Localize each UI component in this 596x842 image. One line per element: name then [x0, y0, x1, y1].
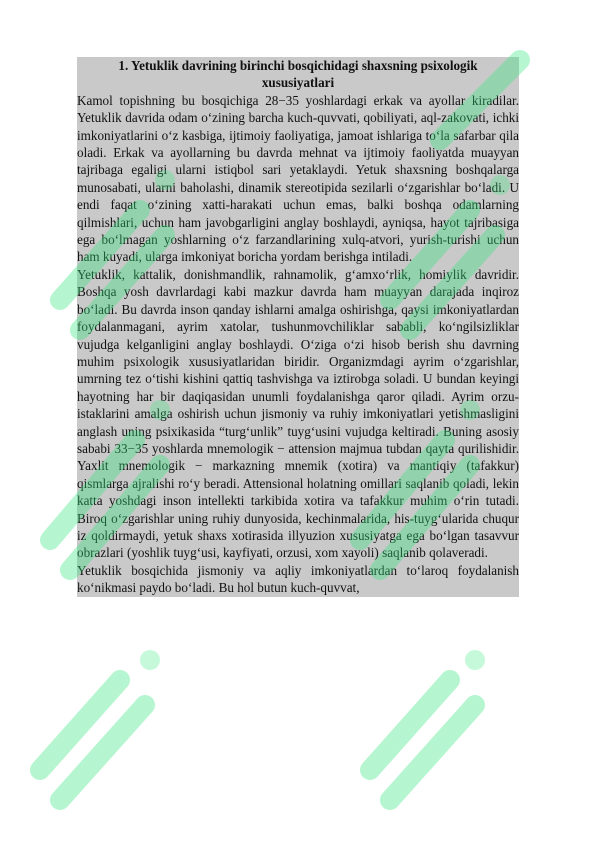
text-block	[77, 57, 519, 597]
section-title: 1. Yetuklik davrining birinchi bosqichidagi shaxsning psixologik xususiyatlari	[118, 58, 478, 91]
paragraph: Yetuklik, kattalik, donishmandlik, rahnamolik, g‘amxo‘rlik, homiylik davridir. Boshqa yosh davrlardagi kabi mazkur davrda ham muayyan darajada inqiroz bo‘ladi. Bu davrda inson qanday ishlarni amalga oshirishga, qaysi imkoniyatlardan foydalanmagani, ayrim xatolar, tushunmovchiliklar sababli, ko‘ngilsizliklar vujudga kelganligini anglay boshlaydi. O‘ziga o‘zi hisob berish shu davrning muhim psixologik xususiyatlaridan biridir. Organizmdagi ayrim o‘zgarishlar, umrning tez o‘tishi kishini qattiq tashvishga va iztirobga soladi. U bundan keyingi hayotning har bir daqiqasidan unumli foydalanishga qaror qiladi. Ayrim orzu-istaklarini amalga oshirish uchun jismoniy va ruhiy imkoniyatlari yetishmasligini anglash uning psixikasida “turg‘unlik” tuyg‘usini vujudga keltiradi. Buning asosiy sababi 33−35 yoshlarda mnemologik − attension majmua tubdan qayta qurilishidir. Yaxlit mnemologik − markazning mnemik (xotira) va mantiqiy (tafakkur) qismlarga ajralishi ro‘y beradi. Attensional holatning omillari saqlanib qoladi, lekin katta yoshdagi inson intellekti tarkibida xotira va tafakkur muhim o‘rin tutadi. Biroq o‘zgarishlar uning ruhiy dunyosida, kechinmalarida, his-tuyg‘ularida chuqur iz qoldirmaydi, yetuk shaxs xotirasida illyuzion xususiyatga ega bo‘lgan tasavvur obrazlari (yoshlik tuyg‘usi, kayfiyati, orzusi, xom xayoli) saqlanib qolaveradi.	[77, 266, 519, 561]
paragraph: Kamol topishning bu bosqichiga 28−35 yoshlardagi erkak va ayollar kiradilar. Yetuklik davrida odam o‘zining barcha kuch-quvvati, qobiliyati, aql-zakovati, ichki imkoniyatlarini o‘z kasbiga, ijtimoiy faoliyatiga, jamoat ishlariga to‘la safarbar qila oladi. Erkak va ayollarning bu davrda mehnat va ijtimoiy faoliyatda muayyan tajribaga egaligi ularni istiqbol sari yetaklaydi. Yetuk shaxsning boshqalarga munosabati, ularni baholashi, dinamik stereotipida sezilarli o‘zgarishlar bo‘ladi. U endi faqat o‘zining xatti-harakati uchun emas, balki boshqa odamlarning qilmishlari, uchun ham javobgarligini anglay boshlaydi, ayniqsa, hayot tajribasiga ega bo‘lmagan yoshlarning o‘z farzandlarining xulq-atvori, yurish-turishi uchun ham kuyadi, ularga imkoniyat boricha yordam berishga intiladi.	[77, 92, 519, 265]
paragraph: Yetuklik bosqichida jismoniy va aqliy imkoniyatlardan to‘laroq foydalanish ko‘nikmasi paydo bo‘ladi. Bu hol butun kuch-quvvat,	[77, 562, 519, 596]
